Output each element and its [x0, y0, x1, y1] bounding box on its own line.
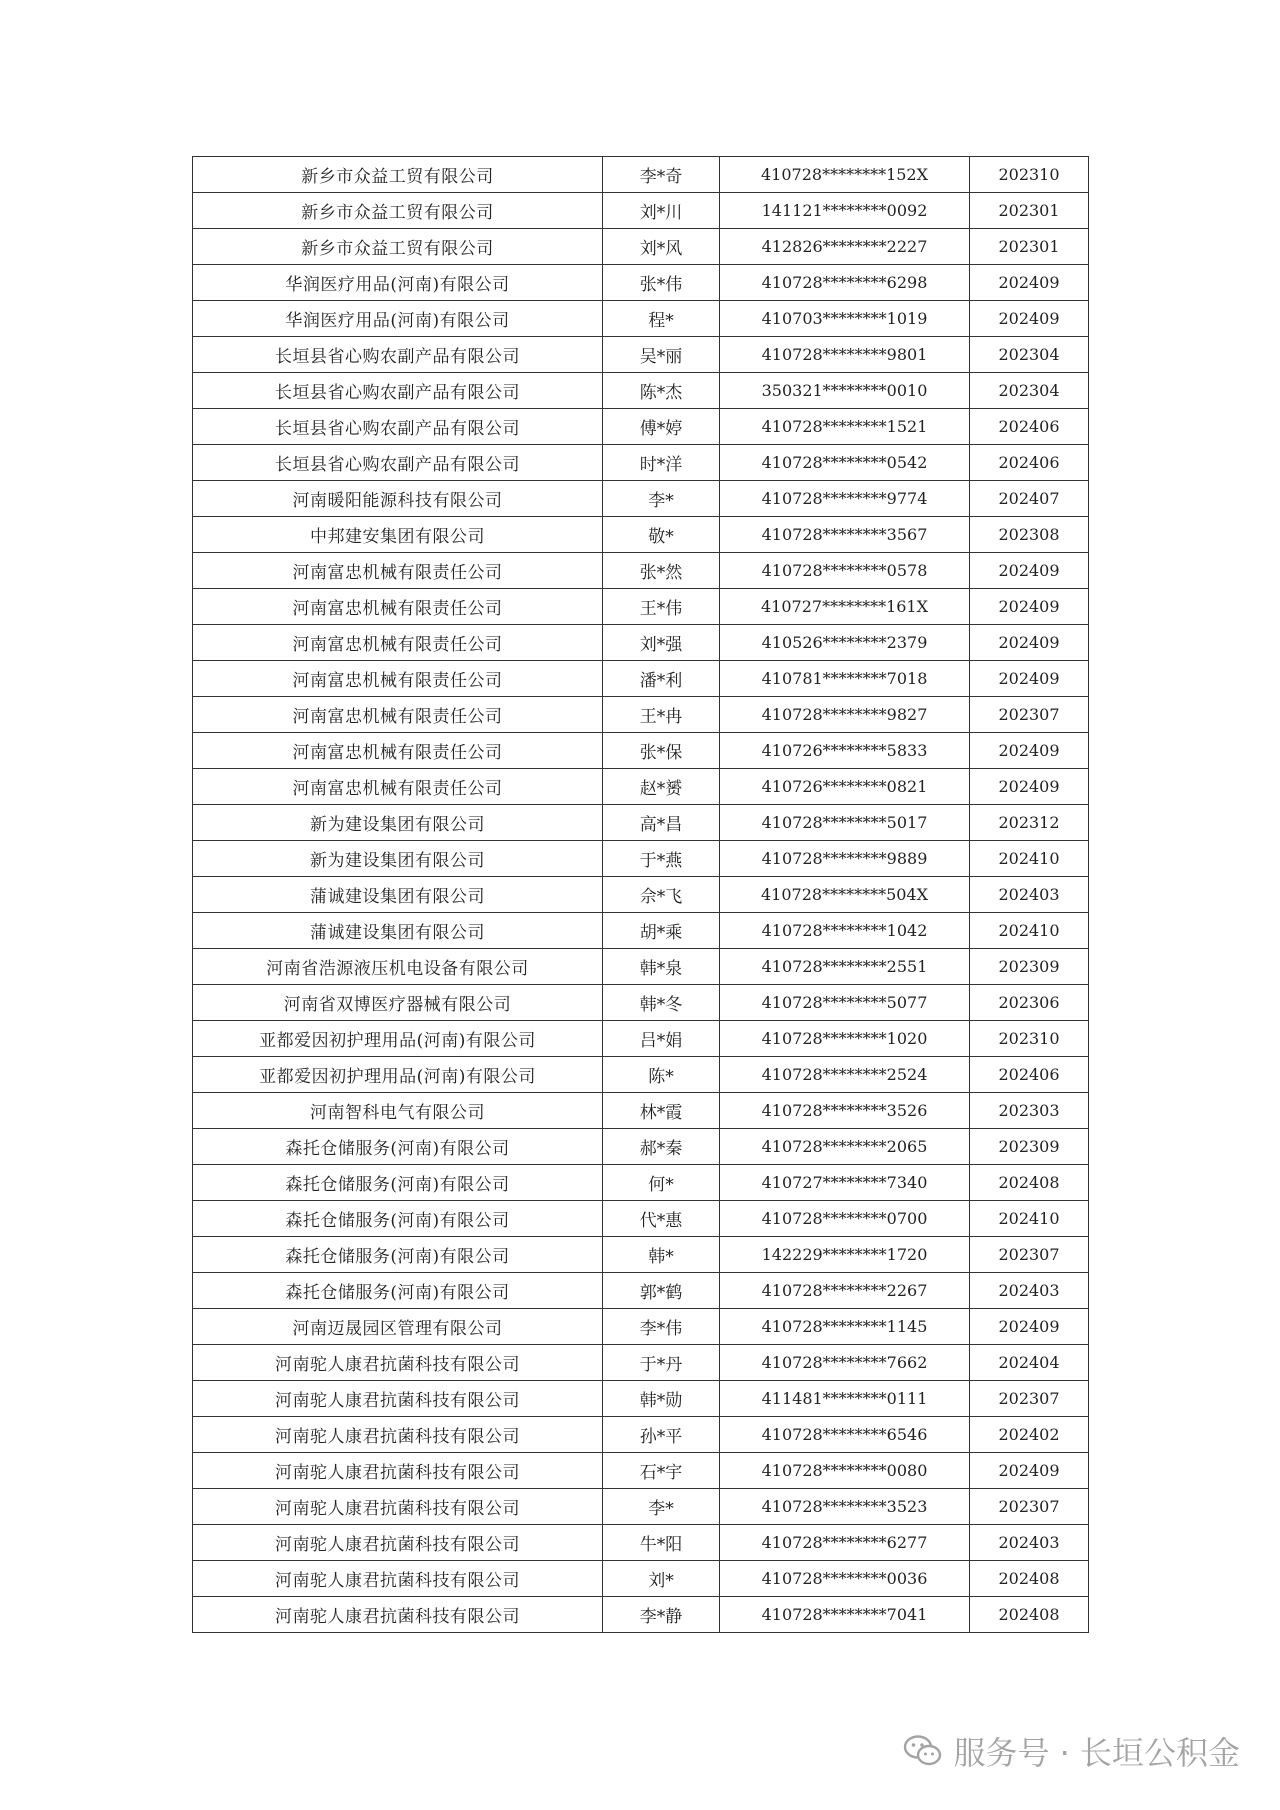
id-number-cell: 410728********1042: [720, 913, 970, 949]
name-cell: 孙*平: [603, 1417, 720, 1453]
month-cell: 202410: [970, 841, 1089, 877]
table-row: [193, 337, 1089, 373]
table-row: [193, 1525, 1089, 1561]
company-cell: 长垣县省心购农副产品有限公司: [193, 373, 603, 409]
id-number-cell: 410728********5017: [720, 805, 970, 841]
id-number-cell: 410728********152X: [720, 157, 970, 193]
table-row: [193, 1165, 1089, 1201]
company-cell: 河南驼人康君抗菌科技有限公司: [193, 1417, 603, 1453]
month-cell: 202409: [970, 769, 1089, 805]
month-cell: 202304: [970, 373, 1089, 409]
watermark: [903, 1728, 1240, 1774]
month-cell: 202409: [970, 301, 1089, 337]
id-number-cell: 410728********5077: [720, 985, 970, 1021]
month-cell: 202307: [970, 1237, 1089, 1273]
table-row: [193, 1489, 1089, 1525]
month-cell: 202409: [970, 733, 1089, 769]
name-cell: 张*伟: [603, 265, 720, 301]
company-cell: 华润医疗用品(河南)有限公司: [193, 301, 603, 337]
company-cell: 河南省双博医疗器械有限公司: [193, 985, 603, 1021]
name-cell: 韩*勋: [603, 1381, 720, 1417]
table-row: [193, 1021, 1089, 1057]
month-cell: 202409: [970, 1453, 1089, 1489]
id-number-cell: 410728********1521: [720, 409, 970, 445]
company-cell: 新乡市众益工贸有限公司: [193, 193, 603, 229]
month-cell: 202307: [970, 1381, 1089, 1417]
table-row: [193, 913, 1089, 949]
name-cell: 何*: [603, 1165, 720, 1201]
name-cell: 陈*: [603, 1057, 720, 1093]
company-cell: 亚都爱因初护理用品(河南)有限公司: [193, 1057, 603, 1093]
id-number-cell: 410728********3523: [720, 1489, 970, 1525]
company-cell: 河南富忠机械有限责任公司: [193, 733, 603, 769]
month-cell: 202306: [970, 985, 1089, 1021]
month-cell: 202406: [970, 1057, 1089, 1093]
id-number-cell: 410728********1145: [720, 1309, 970, 1345]
name-cell: 李*静: [603, 1597, 720, 1633]
id-number-cell: 410727********161X: [720, 589, 970, 625]
month-cell: 202408: [970, 1597, 1089, 1633]
company-cell: 河南驼人康君抗菌科技有限公司: [193, 1489, 603, 1525]
id-number-cell: 411481********0111: [720, 1381, 970, 1417]
id-number-cell: 410728********9801: [720, 337, 970, 373]
id-number-cell: 410728********504X: [720, 877, 970, 913]
table-row: [193, 1273, 1089, 1309]
month-cell: 202409: [970, 1309, 1089, 1345]
name-cell: 刘*风: [603, 229, 720, 265]
month-cell: 202403: [970, 1525, 1089, 1561]
name-cell: 王*冉: [603, 697, 720, 733]
name-cell: 张*保: [603, 733, 720, 769]
company-cell: 森托仓储服务(河南)有限公司: [193, 1237, 603, 1273]
table-row: [193, 265, 1089, 301]
id-number-cell: 410728********9889: [720, 841, 970, 877]
table-row: [193, 1417, 1089, 1453]
company-cell: 森托仓储服务(河南)有限公司: [193, 1201, 603, 1237]
name-cell: 林*霞: [603, 1093, 720, 1129]
company-cell: 蒲诚建设集团有限公司: [193, 877, 603, 913]
name-cell: 刘*强: [603, 625, 720, 661]
month-cell: 202409: [970, 265, 1089, 301]
company-cell: 河南驼人康君抗菌科技有限公司: [193, 1525, 603, 1561]
company-cell: 新为建设集团有限公司: [193, 841, 603, 877]
month-cell: 202403: [970, 877, 1089, 913]
company-cell: 河南富忠机械有限责任公司: [193, 589, 603, 625]
table-row: [193, 1597, 1089, 1633]
table-row: [193, 301, 1089, 337]
company-cell: 河南省浩源液压机电设备有限公司: [193, 949, 603, 985]
id-number-cell: 410728********2551: [720, 949, 970, 985]
name-cell: 李*: [603, 1489, 720, 1525]
id-number-cell: 412826********2227: [720, 229, 970, 265]
table-row: [193, 517, 1089, 553]
wechat-icon: [903, 1734, 943, 1768]
company-cell: 河南暖阳能源科技有限公司: [193, 481, 603, 517]
id-number-cell: 410728********7662: [720, 1345, 970, 1381]
table-row: [193, 409, 1089, 445]
table-row: [193, 1201, 1089, 1237]
company-cell: 河南智科电气有限公司: [193, 1093, 603, 1129]
month-cell: 202408: [970, 1165, 1089, 1201]
id-number-cell: 410728********9827: [720, 697, 970, 733]
table-row: [193, 589, 1089, 625]
name-cell: 时*洋: [603, 445, 720, 481]
table-row: [193, 805, 1089, 841]
table-row: [193, 769, 1089, 805]
name-cell: 潘*利: [603, 661, 720, 697]
month-cell: 202410: [970, 913, 1089, 949]
month-cell: 202410: [970, 1201, 1089, 1237]
table-row: [193, 1309, 1089, 1345]
name-cell: 刘*川: [603, 193, 720, 229]
table-row: [193, 1237, 1089, 1273]
company-cell: 河南驼人康君抗菌科技有限公司: [193, 1561, 603, 1597]
month-cell: 202310: [970, 1021, 1089, 1057]
table-row: [193, 1453, 1089, 1489]
id-number-cell: 410728********3567: [720, 517, 970, 553]
month-cell: 202307: [970, 1489, 1089, 1525]
company-cell: 新为建设集团有限公司: [193, 805, 603, 841]
company-cell: 河南驼人康君抗菌科技有限公司: [193, 1453, 603, 1489]
id-number-cell: 410728********7041: [720, 1597, 970, 1633]
table-row: [193, 373, 1089, 409]
table-row: [193, 553, 1089, 589]
company-cell: 新乡市众益工贸有限公司: [193, 229, 603, 265]
company-cell: 新乡市众益工贸有限公司: [193, 157, 603, 193]
table-row: [193, 1345, 1089, 1381]
name-cell: 胡*乘: [603, 913, 720, 949]
table-body: [193, 157, 1089, 1633]
name-cell: 佘*飞: [603, 877, 720, 913]
month-cell: 202301: [970, 229, 1089, 265]
month-cell: 202309: [970, 1129, 1089, 1165]
month-cell: 202310: [970, 157, 1089, 193]
name-cell: 韩*冬: [603, 985, 720, 1021]
table-row: [193, 625, 1089, 661]
name-cell: 于*丹: [603, 1345, 720, 1381]
company-cell: 河南富忠机械有限责任公司: [193, 697, 603, 733]
id-number-cell: 142229********1720: [720, 1237, 970, 1273]
month-cell: 202409: [970, 625, 1089, 661]
company-cell: 森托仓储服务(河南)有限公司: [193, 1165, 603, 1201]
id-number-cell: 410727********7340: [720, 1165, 970, 1201]
month-cell: 202409: [970, 553, 1089, 589]
company-cell: 河南富忠机械有限责任公司: [193, 553, 603, 589]
company-cell: 河南驼人康君抗菌科技有限公司: [193, 1345, 603, 1381]
month-cell: 202406: [970, 445, 1089, 481]
month-cell: 202303: [970, 1093, 1089, 1129]
month-cell: 202409: [970, 661, 1089, 697]
name-cell: 张*然: [603, 553, 720, 589]
id-number-cell: 410728********0578: [720, 553, 970, 589]
company-cell: 长垣县省心购农副产品有限公司: [193, 409, 603, 445]
id-number-cell: 410726********0821: [720, 769, 970, 805]
table-row: [193, 157, 1089, 193]
name-cell: 赵*赟: [603, 769, 720, 805]
month-cell: 202407: [970, 481, 1089, 517]
table-row: [193, 193, 1089, 229]
company-cell: 亚都爱因初护理用品(河南)有限公司: [193, 1021, 603, 1057]
table-row: [193, 445, 1089, 481]
record-table: [192, 156, 1089, 1633]
id-number-cell: 410728********0036: [720, 1561, 970, 1597]
table-row: [193, 1057, 1089, 1093]
table-row: [193, 661, 1089, 697]
id-number-cell: 410728********6298: [720, 265, 970, 301]
month-cell: 202304: [970, 337, 1089, 373]
company-cell: 森托仓储服务(河南)有限公司: [193, 1273, 603, 1309]
table-row: [193, 949, 1089, 985]
id-number-cell: 410728********0700: [720, 1201, 970, 1237]
id-number-cell: 410726********5833: [720, 733, 970, 769]
table-row: [193, 985, 1089, 1021]
month-cell: 202403: [970, 1273, 1089, 1309]
table-row: [193, 841, 1089, 877]
id-number-cell: 410728********2267: [720, 1273, 970, 1309]
id-number-cell: 410728********2524: [720, 1057, 970, 1093]
company-cell: 森托仓储服务(河南)有限公司: [193, 1129, 603, 1165]
name-cell: 陈*杰: [603, 373, 720, 409]
name-cell: 刘*: [603, 1561, 720, 1597]
watermark-text: 服务号 · 长垣公积金: [953, 1734, 1240, 1772]
id-number-cell: 350321********0010: [720, 373, 970, 409]
company-cell: 蒲诚建设集团有限公司: [193, 913, 603, 949]
month-cell: 202406: [970, 409, 1089, 445]
company-cell: 河南富忠机械有限责任公司: [193, 661, 603, 697]
month-cell: 202301: [970, 193, 1089, 229]
id-number-cell: 141121********0092: [720, 193, 970, 229]
name-cell: 郝*秦: [603, 1129, 720, 1165]
table-row: [193, 1093, 1089, 1129]
name-cell: 郭*鹤: [603, 1273, 720, 1309]
name-cell: 王*伟: [603, 589, 720, 625]
name-cell: 石*宇: [603, 1453, 720, 1489]
id-number-cell: 410728********1020: [720, 1021, 970, 1057]
id-number-cell: 410728********6546: [720, 1417, 970, 1453]
name-cell: 高*昌: [603, 805, 720, 841]
company-cell: 长垣县省心购农副产品有限公司: [193, 337, 603, 373]
table-row: [193, 877, 1089, 913]
name-cell: 吴*丽: [603, 337, 720, 373]
company-cell: 河南迈晟园区管理有限公司: [193, 1309, 603, 1345]
name-cell: 敬*: [603, 517, 720, 553]
company-cell: 河南驼人康君抗菌科技有限公司: [193, 1381, 603, 1417]
name-cell: 吕*娟: [603, 1021, 720, 1057]
month-cell: 202308: [970, 517, 1089, 553]
name-cell: 韩*泉: [603, 949, 720, 985]
month-cell: 202312: [970, 805, 1089, 841]
table-row: [193, 1561, 1089, 1597]
name-cell: 于*燕: [603, 841, 720, 877]
company-cell: 华润医疗用品(河南)有限公司: [193, 265, 603, 301]
month-cell: 202309: [970, 949, 1089, 985]
month-cell: 202307: [970, 697, 1089, 733]
name-cell: 李*奇: [603, 157, 720, 193]
id-number-cell: 410781********7018: [720, 661, 970, 697]
table-row: [193, 697, 1089, 733]
id-number-cell: 410728********3526: [720, 1093, 970, 1129]
month-cell: 202404: [970, 1345, 1089, 1381]
table-row: [193, 733, 1089, 769]
name-cell: 牛*阳: [603, 1525, 720, 1561]
company-cell: 中邦建安集团有限公司: [193, 517, 603, 553]
company-cell: 河南富忠机械有限责任公司: [193, 769, 603, 805]
id-number-cell: 410526********2379: [720, 625, 970, 661]
table-row: [193, 1129, 1089, 1165]
name-cell: 韩*: [603, 1237, 720, 1273]
table-row: [193, 481, 1089, 517]
id-number-cell: 410728********2065: [720, 1129, 970, 1165]
id-number-cell: 410703********1019: [720, 301, 970, 337]
id-number-cell: 410728********6277: [720, 1525, 970, 1561]
name-cell: 李*伟: [603, 1309, 720, 1345]
month-cell: 202409: [970, 589, 1089, 625]
id-number-cell: 410728********0542: [720, 445, 970, 481]
month-cell: 202408: [970, 1561, 1089, 1597]
name-cell: 程*: [603, 301, 720, 337]
table-row: [193, 229, 1089, 265]
company-cell: 河南驼人康君抗菌科技有限公司: [193, 1597, 603, 1633]
company-cell: 河南富忠机械有限责任公司: [193, 625, 603, 661]
month-cell: 202402: [970, 1417, 1089, 1453]
name-cell: 李*: [603, 481, 720, 517]
id-number-cell: 410728********0080: [720, 1453, 970, 1489]
table-row: [193, 1381, 1089, 1417]
name-cell: 傅*婷: [603, 409, 720, 445]
name-cell: 代*惠: [603, 1201, 720, 1237]
id-number-cell: 410728********9774: [720, 481, 970, 517]
company-cell: 长垣县省心购农副产品有限公司: [193, 445, 603, 481]
